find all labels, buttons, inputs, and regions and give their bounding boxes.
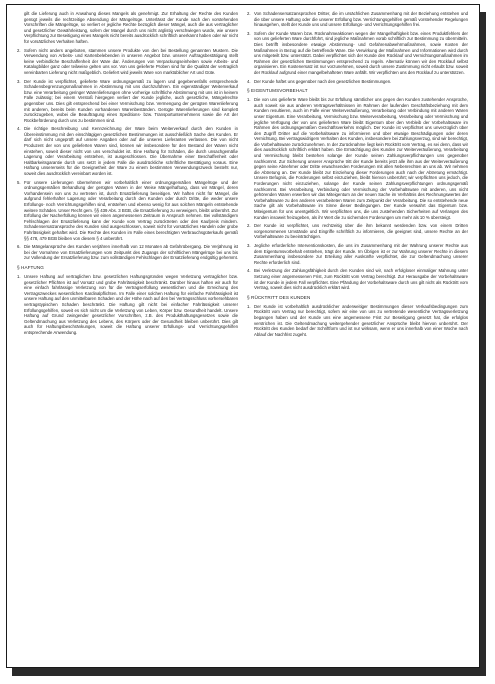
paragraph-number: 5. <box>17 179 21 185</box>
paragraph <box>17 79 238 124</box>
paragraph-number: 2. <box>17 47 21 53</box>
paragraph <box>247 268 468 290</box>
paragraph-number: 1. <box>247 97 251 103</box>
paragraph <box>247 304 468 338</box>
paragraph-text: Der Kunde haftet uns gegenüber nach den gesetzlichen Bestimmungen. <box>254 78 392 84</box>
paragraph <box>247 223 468 240</box>
paragraph-text: Von Schadensersatzansprüchen Dritter, die im ursächlichen Zusammenhang mit der Beziehung entstehen und die über unsere Haftung oder die unserer Erfüllung bzw. Verrichtungsgehilfen gemäß vorstehender Regelungen hinausgehen, stellt der Kunde uns und unsere Erfüllungs- und Verrichtungsgehilfen frei. <box>254 11 468 28</box>
paragraph-number: 2. <box>247 11 251 16</box>
paragraph-text: Die richtige Beschreibung und Kennzeichnung der Ware beim Weiterverkauf durch den Kunden in Übereinstimmung mit den einschlägigen gesetzlichen Bestimmungen ist ausschließlich Sache des Kunden. Er darf sich nicht ungeprüft auf unsere Angaben oder auf die unseres Lieferanten verlassen. Die von nicht Produzent der von uns gelieferten Waren sind, können wir insbesondere für den Bestand der Waren nicht einstehen, soweit dieser nicht von uns verschuldet ist. Eine Haftung für Schäden, die durch unsachgemäße Lagerung oder Verarbeitung entstehen, ist ausgeschlossen. Die Übernahme einer Beschaffenheit oder Haltbarkeitsgarantie durch uns setzt in jedem Falle die ausdrückliche schriftliche Bestätigung voraus. Eine Haftung unsererseits für die Geeignetheit der Ware zu einem bestimmten Verwendungszweck besteht nur, soweit dies ausdrücklich vereinbart worden ist. <box>24 126 238 177</box>
paragraph-number: 1. <box>17 273 21 279</box>
section-heading: § RÜCKTRITT DES KUNDEN <box>247 294 311 300</box>
paragraph <box>17 244 238 261</box>
paragraph-text: gilt die Lieferung auch in Anwahung dieses Mangels als genehmigt. Zur Erhaltung der Rechte des Kunden genügt jeweils die rechtzeitige Absendung der Mängelrüge. Unterlässt der Kunde nach den vorstehenden Vorschriften die Mängelrüge, so verliert er jegliche Rechte bezüglich dieser Mängel, auch die aus vertraglicher und gesetzlicher Gewährleistung, sofern der Mangel durch uns nicht arglistig verschwiegen wurde, wie unsere Verpflichtung zur Beseitigung eines Mangels nicht bereits ausdrücklich schriftlich anerkannt haben oder wir nicht für vorsätzliches Verhalten haften. <box>24 11 238 44</box>
paragraph <box>247 97 468 220</box>
paragraph-text: Bei Verletzung der Zahlungsfähigkeit durch den Kunden sind wir, nach erfolgloser einmaliger Mahnung unter Setzung einer angemessenen Frist, zum Rücktritt vom Vertrag berechtigt. Zur Herausgabe der Vorbehaltsware ist der Kunde in jedem Fall verpflichtet. Eine Pfändung der Vorbehaltsware durch uns gilt nicht als Rücktritt vom Vertrag, soweit dies nicht ausdrücklich erklärt wird. <box>254 268 468 291</box>
right-column <box>247 11 468 340</box>
paragraph-number: 1. <box>247 303 251 309</box>
section-heading: § EIGENTUMSVORBEHALT <box>247 88 308 94</box>
paragraph <box>247 11 468 28</box>
paragraph-text: Jegliche erforderliche Interventionskosten, die uns im Zusammenhang mit der Wahrung unserer Rechte aus dem Eigentumsvorbehalt entstehen, trägt der Kunde. Im Übrigen ist er zur Wahrung unserer Rechte in diesem Zusammenhang insbesondere zur Erteilung aller Auskünfte verpflichtet, die zur Geltendmachung unserer Rechte erforderlich sind. <box>254 242 468 265</box>
paragraph-text: Die von uns gelieferte Ware bleibt bis zur Erfüllung sämtlicher uns gegen den Kunden zustehender Ansprüche, auch soweit sie aus anderen Vertragsverhältnissen im Rahmen der laufenden Geschäftsbeziehung mit dem Kunden resultieren, auch im Falle einer Weiterveräußerung, Verarbeitung oder Verbindung mit anderen Waren unser Eigentum. Eine Verarbeitung, Vermischung bzw. Weiterverarbeitung, Verarbeitung oder Vermischung und jegliche Verfügung der von uns gelieferten Ware bleibt Eigentum über den Verbleib der Vorbehaltsware im Rahmen des ordnungsgemäßen Geschäftsverkehrs möglich. Der Kunde ist verpflichtet uns unverzüglich über den Zugriff Dritter auf die Vorbehaltsware zu informieren und über etwaige Beschädigungen oder deren Vernichtung. Bei vertragswidrigem Verhalten des Kunden, insbesondere bei Zahlungsverzug, sind wir berechtigt, die Vorbehaltsware zurückzunehmen. In der Zurücknahme liegt kein Rücktritt vom Vertrag, es sei denn, dass wir dies ausdrücklich schriftlich erklärt haben. Die Ermächtigung des Kunden zur Weiterveräußerung, Verarbeitung und Vermischung bleibt bestehen solange der Kunde seinen Zahlungsverpflichtungen uns gegenüber nachkommt. Zur Sicherung unserer Ansprüche tritt der Kunde bereits jetzt alle ihm aus der Weiterveräußerung gegen seine Abnehmer oder Dritte erwachsenden Forderungen mit allen Nebenrechten an uns ab. Wir nehmen die Abtretung an. Der Kunde bleibt zur Einziehung dieser Forderungen auch nach der Abtretung ermächtigt. Unsere Befugnis, die Forderungen selbst einzuziehen, bleibt hiervon unberührt; wir verpflichten uns jedoch, die Forderungen nicht einzuziehen, solange der Kunde seinen Zahlungsverpflichtungen ordnungsgemäß nachkommt. Bei Verarbeitung, Verbindung oder Vermischung der Vorbehaltsware mit anderen, uns nicht gehörenden Waren erwerben wir das Miteigentum an der neuen Sache im Verhältnis des Rechnungswertes der Vorbehaltsware zu den anderen verarbeiteten Waren zum Zeitpunkt der Verarbeitung. Die so entstehende neue Sache gilt als Vorbehaltsware im Sinne dieser Bedingungen. Der Kunde verwahrt das Eigentum bzw. Miteigentum für uns unentgeltlich. Wir verpflichten uns, die uns zustehenden Sicherheiten auf Verlangen des Kunden insoweit freizugeben, als ihr Wert die zu sichernden Forderungen um mehr als 10 % übersteigt. <box>254 97 468 220</box>
paragraph-number: 6. <box>17 244 21 250</box>
paragraph-number: 2. <box>247 223 251 229</box>
paragraph-number: 3. <box>247 242 251 248</box>
paragraph <box>17 11 238 45</box>
paragraph-text: Sofern nicht anders angeboten, stammen unsere Produkte von den bei Bestellung genannten Mustern. Die Verwendung von Arbeits- und Kartenbelebenden in unseren Angebot bzw. unserer Auftragsbestätigung stellt keine verbindliche Beschaffenheit der Ware dar. Änderungen von Verpackungseinheiten sowie Arbeits- und Katalogbilder ganz oder teilweise gelten uns vor. Von uns gelieferte Proben sind für die Qualität der vertraglich vereinbarten Lieferung nicht maßgeblich. Geliefert wird jeweils Ware von marktüblicher Art und Güte. <box>24 47 238 75</box>
paragraph <box>17 126 238 176</box>
left-column <box>17 11 238 338</box>
paragraph <box>247 31 468 76</box>
paragraph-number: 4. <box>17 126 21 132</box>
paragraph-text: Für unsere Lieferungen übernehmen wir vorbehaltlich einer ordnungsgemäßen Mängelrüge und der ordnungsgemäßen Behandlung der gerügten Waren in der Weise Mängelhaftung, dass wir Mängel, deren Vorhandensein von uns zu vertreten ist, durch Ersatzlieferung beseitigen. Wir haften nicht für Mängel, die aufgrund fehlerhafter Lagerung oder Verarbeitung durch den Kunden oder durch Dritte, die weder unsere Erfüllungs- noch Verrichtungsgehilfen sind, entstehen und ebenso wenig für aus solchen Mängeln entstehende weitere Schäden. Unser Recht gem. §§ 439 Abs. 3 BGB, die Ersatzlieferung zu verweigern, bleibt unberührt. Zur Erfüllung der Nacherfüllung können wir einen angemessenen Zeitraum in Anspruch nehmen. Bei vollständigem Fehlschlagen der Ersatzlieferung kann der Kunde vom Vertrag zurücktreten oder den Kaufpreis mindern. Schadensersatzansprüche des Kunden sind ausgeschlossen, soweit nicht für vorsätzliches Handeln oder grobe Fahrlässigkeit gehaftet wird. Die Rechte des Kunden im Falle eines berechtigten Verbrauchsgüterkaufs gemäß §§ 478, 479 BGB bleiben von diesem § 4 unberührt. <box>24 179 238 241</box>
paragraph-number: 3. <box>17 78 21 84</box>
paragraph-number: 3. <box>247 30 251 36</box>
paragraph-number: 4. <box>247 268 251 274</box>
paragraph-text: Der Kunde ist verpflichtet, gelieferte Ware ordnungsgemäß zu lagern und gegebenenfalls entsprechende Schadensbegrenzungsmaßnahmen in Abstimmung mit uns durchzuführen. Ein eigenständiger Weiterverkauf bzw. eine Verarbeitung geringer Warenlieferungen ohne vorherige schriftliche Abstimmung mit uns ist in keinem Falle zulässig; bei einem Verstoß hiergegen verliert der Kunde jegliche, auch gesetzliche, Mängelrechte gegenüber uns. Dies gilt entsprechend bei einer Vermischung bzw. Vermengung der gerügten Warenlieferung mit anderen, bereits beim Kunden vorhandenen Warenbeständen. Gerügte Warenlieferungen sind komplett zurückzugeben, wobei die Beauftragung eines Speditions- bzw. Transportunternehmens sowie die Art der Rückbeförderung durch uns zu bestimmen sind. <box>24 78 238 123</box>
paragraph <box>17 48 238 76</box>
paragraph <box>17 274 238 336</box>
paragraph-text: Sofern der Kunde Waren bzw. Rücknahmeaktionen wegen der Mangelhaftigkeit bzw. eines Produktfehlers der von uns gelieferten Ware durchführt, sind jegliche Maßnahmen vorab schriftlich zur Bestimmung zu übermitteln. Dies betrifft insbesondere etwaige Abstimmung- und Gefahrenabwehrmaßnahmen, sowie Kosten der Maßnahmen in Bezug auf die betreffende Ware. Die Verwirkung der Maßnahmen und Informationen wird durch uns mitgeteilt bzw. unterstützt. Dabei verpflichtet sich der Kunde den Rücklauf und Vernichtungsmaßnahmen im Rahmen der gesetzlichen Bestimmungen entsprechend zu regeln. Alternativ können wir den Rücklauf selbst organisieren. Ein Kostenersatz ist nur vorzunehmen, soweit durch unsere Zustimmung nicht erlaubt bzw. soweit der Rücklauf aufgrund einer mangelbehafteten Ware anfällt. Wir verpflichten uns den Rücklauf zu unterstützen. <box>254 30 468 75</box>
paragraph <box>247 79 468 85</box>
document-page <box>6 4 480 668</box>
paragraph-text: Der Kunde ist vorbehaltlich ausdrücklicher anderweitiger Bestimmungen dieser Verkaufsbedingungen zum Rücktritt vom Vertrag nur berechtigt, sofern wir eine von uns zu vertretende wesentliche Vertragsverletzung begangen haben und der Kunde uns eine angemessene Frist zur Beseitigung gesetzt hat, die erfolglos verstrichen ist. Die Geltendmachung weitergehender gesetzlicher Ansprüche bleibt hiervon unberührt. Der Rücktritt des Kunden bedarf der Schriftform und ist nur wirksam, wenn er uns innerhalb von einer Woche nach Ablauf der Nachfrist zugeht. <box>254 303 468 337</box>
paragraph <box>247 243 468 265</box>
paragraph-text: Unsere Haftung auf vertraglichen bzw. gesetzlichen Haftungsgründen wegen Verletzung vertraglicher bzw. gesetzlicher Pflichten ist auf Vorsatz und grobe Fahrlässigkeit beschränkt. Darüber hinaus haften wir auch für eine einfach fahrlässige Verletzung von für die Vertragserfüllung wesentlichen und die Erreichung des Vertragszweckes wesentlichen Kardinalpflichten. Im Falle einer solchen Haftung für einfache Fahrlässigkeit ist unsere Haftung auf den unmittelbaren Schaden und der Höhe nach auf den bei Vertragsschluss vorhersehbaren vertragstypischen Schaden beschränkt. Die Haftung gilt nicht bei einfacher Fahrlässigkeit unserer Erfüllungsgehilfen, soweit es sich nicht um die Verletzung von Leben, Körper bzw. Gesundheit handelt. Unsere Haftung auf Grund zwingender gesetzlicher Vorschriften, z.B. des Produkthaftungsgesetzes sowie die Geltendmachung aus Verletzung des Lebens, des Körpers oder der Gesundheit bleiben unberührt. Dies gilt auch für Haftungsbeschränkungen, soweit die Haftung unserer Erfüllungs- und Verrichtungsgehilfen entsprechende Anwendung. <box>24 273 238 335</box>
section-heading: § HAFTUNG <box>17 264 44 270</box>
paragraph-number: 4. <box>247 78 251 84</box>
paragraph-text: Die Mängelansprüche des Kunden verjähren innerhalb von 12 Monaten ab Gefahrübergang. Die Verjährung ist bei der Vornahme von Ersatzlieferungen vom Zeitpunkt des Zugangs der schriftlichen Mängelrüge bei uns bis zur Vollendung der Ersatzlieferung bzw. zum vollständigen Fehlschlagen der Ersatzlieferung endgültig gehemmt. <box>24 244 239 261</box>
paragraph <box>17 180 238 242</box>
paragraph-text: Der Kunde ist verpflichtet, uns rechtzeitig über die ihm bekannt werdenden bzw. von einem Dritten vorgenommenen Umstände und Eingriffe schriftlich zu informieren, die geeignet sind, unsere Rechte an der Vorbehaltsware zu beeinträchtigen. <box>254 223 468 240</box>
